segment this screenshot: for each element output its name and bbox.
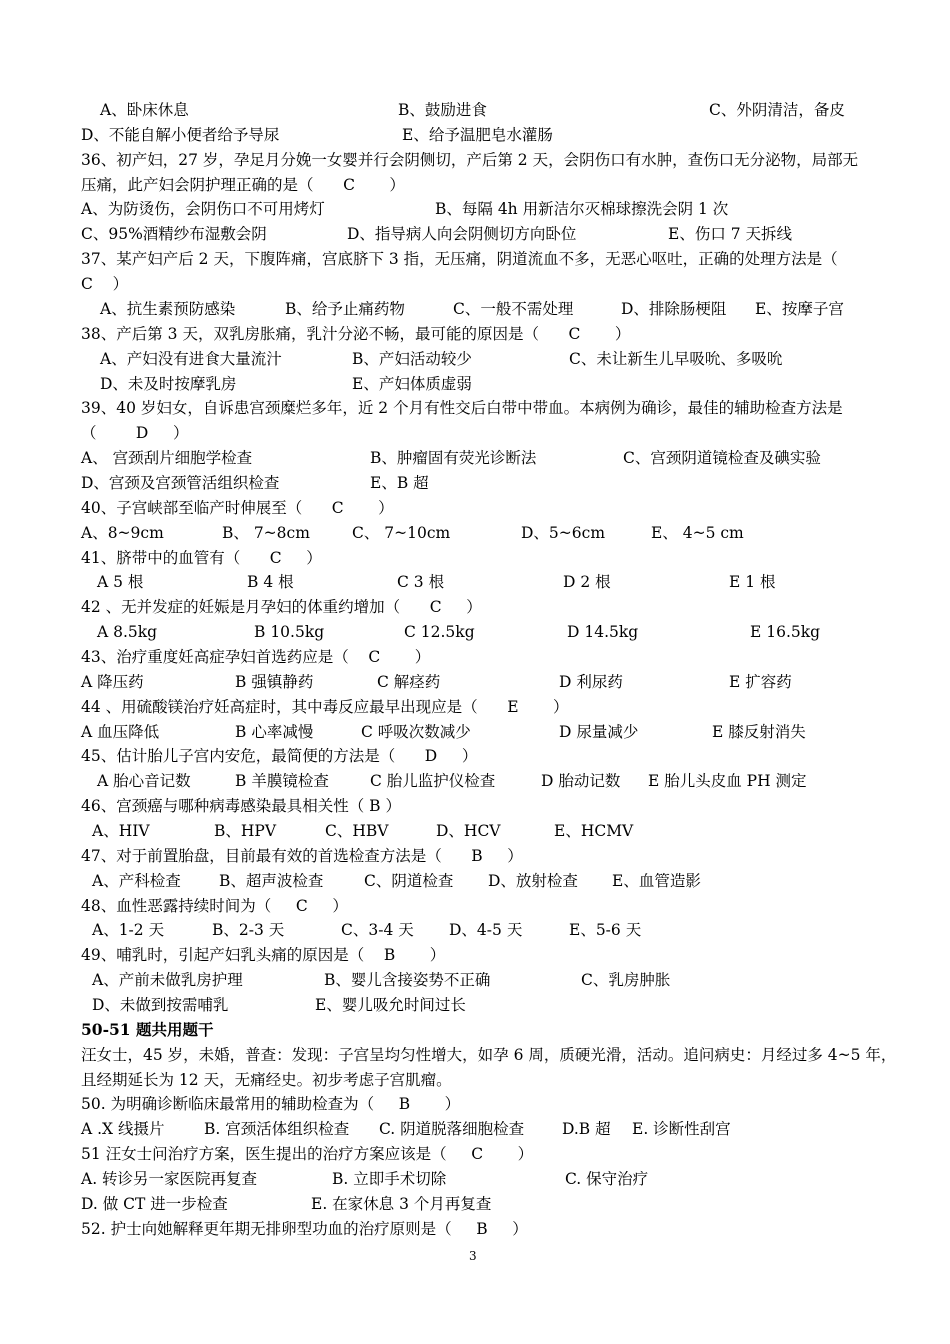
answer-option: E 胎儿头皮血 PH 测定 [648,772,807,791]
question-text: 汪女士，45 岁，未婚，普查：发现：子宫呈均匀性增大，如孕 6 周，质硬光滑，活动。追问病史：月经过多 4~5 年， [81,1045,897,1064]
answer-option: B 心率减慢 [235,722,314,741]
answer-option: A 血压降低 [81,722,160,741]
answer-option: C、乳房肿胀 [581,971,671,990]
question-text: 39、40 岁妇女，自诉患宫颈糜烂多年，近 2 个月有性交后白带中带血。本病例为确诊，最佳的辅助检查方法是 [81,399,843,418]
answer-option: D、放射检查 [488,871,578,890]
answer-option: A 5 根 [97,573,144,592]
answer-option: E. 在家休息 3 个月再复查 [311,1194,492,1213]
question-text: （ D ） [81,424,189,443]
answer-option: C. 保守治疗 [565,1170,649,1188]
answer-option: A. 转诊另一家医院再复查 [81,1170,258,1188]
question-text: 48、血性恶露持续时间为（ C ） [81,896,348,915]
question-text: 37、某产妇产后 2 天，下腹阵痛，宫底脐下 3 指，无压痛，阴道流血不多，无恶心呕吐，正确的处理方法是（ [81,250,838,269]
answer-option: E、婴儿吸允时间过长 [315,996,466,1014]
answer-option: C 12.5kg [404,623,475,642]
answer-option: E、B 超 [370,473,429,492]
answer-option: B、给予止痛药物 [285,299,405,318]
answer-option: E、伤口 7 天拆线 [668,225,793,244]
answer-option: B、产妇活动较少 [352,349,472,368]
answer-option: D 胎动记数 [541,772,621,791]
answer-option: D 2 根 [563,573,611,592]
answer-option: B、每隔 4h 用新洁尔灭棉球擦洗会阴 1 次 [435,200,729,219]
answer-option: A、卧床休息 [100,101,189,119]
section-heading: 50-51 题共用题干 [81,1019,214,1039]
answer-option: D 尿量减少 [559,722,639,741]
answer-option: B、婴儿含接姿势不正确 [324,971,491,990]
answer-option: E 扩容药 [729,672,792,691]
answer-option: D、未及时按摩乳房 [100,374,237,393]
answer-option: C、HBV [325,821,389,840]
answer-option: D 14.5kg [567,623,639,642]
answer-option: C、一般不需处理 [453,299,574,318]
answer-option: A、抗生素预防感染 [100,299,236,318]
answer-option: E、血管造影 [612,871,701,890]
answer-option: B 羊膜镜检查 [235,772,329,791]
question-text: 43、治疗重度妊高症孕妇首选药应是（ C ） [81,647,431,666]
answer-option: B、鼓励进食 [398,101,487,119]
answer-option: D. 做 CT 进一步检查 [81,1194,228,1213]
question-text: 46、宫颈癌与哪种病毒感染最具相关性（ B ） [81,797,401,816]
answer-option: E、给予温肥皂水灌肠 [402,125,553,144]
page-number: 3 [469,1249,477,1263]
answer-option: A、产妇没有进食大量流汁 [100,349,282,368]
answer-option: B、肿瘤固有荧光诊断法 [370,449,537,467]
answer-option: C. 阴道脱落细胞检查 [379,1120,525,1139]
answer-option: B、 7~8cm [222,523,310,542]
answer-option: B. 宫颈活体组织检查 [204,1120,350,1139]
question-text: 42 、无并发症的妊娠是月孕妇的体重约增加（ C ） [81,598,482,617]
answer-option: B、HPV [214,821,277,840]
answer-option: E 1 根 [729,573,776,592]
question-text: 且经期延长为 12 天，无痛经史。初步考虑子宫肌瘤。 [81,1070,452,1089]
answer-option: E. 诊断性刮宫 [632,1120,731,1139]
answer-option: B、超声波检查 [219,871,324,890]
answer-option: D 利尿药 [559,672,623,691]
question-text: C ） [81,275,129,293]
question-text: 49、哺乳时，引起产妇乳头痛的原因是（ B ） [81,946,446,965]
question-text: 50. 为明确诊断临床最常用的辅助检查为（ B ） [81,1095,461,1114]
question-text: 47、对于前置胎盘，目前最有效的首选检查方法是（ B ） [81,846,523,865]
answer-option: A、 宫颈刮片细胞学检查 [81,449,253,467]
question-text: 51 汪女士问治疗方案，医生提出的治疗方案应该是（ C ） [81,1145,534,1164]
question-text: 压痛，此产妇会阴护理正确的是（ C ） [81,175,405,194]
answer-option: C、95%酒精纱布湿敷会阴 [81,225,267,244]
question-text: 44 、用硫酸镁治疗妊高症时，其中毒反应最早出现应是（ E ） [81,697,569,716]
answer-option: E 16.5kg [750,623,821,642]
answer-option: C、阴道检查 [364,871,454,890]
answer-option: B 强镇静药 [235,672,314,691]
answer-option: C 胎儿监护仪检查 [370,772,496,791]
answer-option: A 胎心音记数 [97,772,191,791]
answer-option: C 3 根 [397,573,445,592]
answer-option: C 呼吸次数减少 [361,722,471,741]
answer-option: D、未做到按需哺乳 [92,996,229,1014]
question-text: 41、脐带中的血管有（ C ） [81,548,322,567]
answer-option: D、5~6cm [521,523,606,542]
answer-option: A 降压药 [81,672,144,691]
answer-option: E、5-6 天 [569,921,642,940]
answer-option: A、产科检查 [92,871,181,890]
answer-option: D、不能自解小便者给予导尿 [81,125,280,144]
answer-option: D、HCV [436,821,501,840]
question-text: 38、产后第 3 天，双乳房胀痛，乳汁分泌不畅，最可能的原因是（ C ） [81,324,631,343]
answer-option: C 解痉药 [377,672,441,691]
question-text: 45、估计胎儿子宫内安危，最简便的方法是（ D ） [81,747,478,766]
answer-option: D、排除肠梗阻 [621,299,727,318]
answer-option: D、4-5 天 [449,921,523,940]
question-text: 52. 护士向她解释更年期无排卵型功血的治疗原则是（ B ） [81,1219,528,1238]
answer-option: B 4 根 [247,573,294,592]
answer-option: C、未让新生儿早吸吮、多吸吮 [569,349,783,368]
answer-option: D、宫颈及宫颈管活组织检查 [81,473,280,492]
answer-option: C、3-4 天 [341,921,414,940]
answer-option: A、产前未做乳房护理 [92,971,243,990]
answer-option: D、指导病人向会阴侧切方向卧位 [347,225,577,244]
answer-option: E、 4~5 cm [651,523,744,542]
answer-option: C、宫颈阴道镜检查及碘实验 [623,449,821,467]
question-text: 40、子宫峡部至临产时伸展至（ C ） [81,498,394,517]
answer-option: A 8.5kg [97,623,158,642]
answer-option: E、产妇体质虚弱 [352,374,472,393]
answer-option: A、为防烫伤，会阴伤口不可用烤灯 [81,200,325,219]
answer-option: A、1-2 天 [92,921,165,940]
answer-option: C、 7~10cm [352,523,451,542]
answer-option: A、8~9cm [81,523,164,542]
answer-option: B. 立即手术切除 [332,1170,447,1188]
question-text: 36、初产妇，27 岁，孕足月分娩一女婴并行会阴侧切，产后第 2 天，会阴伤口有水肿，查伤口无分泌物，局部无 [81,150,859,169]
answer-option: E 膝反射消失 [712,722,806,741]
answer-option: E、HCMV [554,821,634,840]
answer-option: B、2-3 天 [212,921,285,940]
answer-option: C、外阴清洁，备皮 [709,101,845,119]
answer-option: A .X 线摄片 [81,1120,165,1139]
answer-option: E、按摩子宫 [755,299,844,318]
answer-option: D.B 超 [562,1120,611,1139]
answer-option: B 10.5kg [254,623,325,642]
answer-option: A、HIV [92,821,150,840]
